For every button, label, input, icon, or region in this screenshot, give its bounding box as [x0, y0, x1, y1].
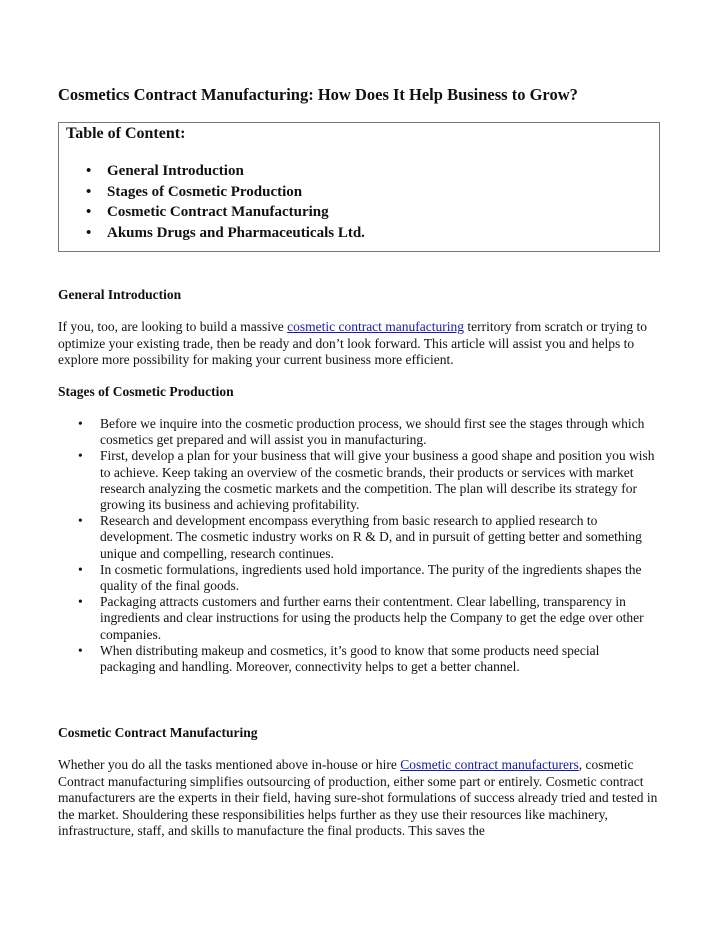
section-heading-contract-manufacturing: Cosmetic Contract Manufacturing [58, 725, 258, 740]
document-title: Cosmetics Contract Manufacturing: How Does It Help Business to Grow? [58, 85, 578, 104]
section-heading-general-introduction: General Introduction [58, 287, 182, 302]
stages-bullet: • Packaging attracts customers and further earns their contentment. Clear labelling, transparency in ingredients and clear instructions for using the products help the Company to get the edge over other companies. [58, 594, 658, 643]
toc-item: • Akums Drugs and Pharmaceuticals Ltd. [59, 223, 365, 244]
stages-bullet: • Before we inquire into the cosmetic production process, we should first see the stages through which cosmetics get prepared and will assist you in manufacturing. [58, 416, 658, 448]
cosmetic-contract-manufacturers-link[interactable]: Cosmetic contract manufacturers [400, 757, 579, 772]
toc-heading: Table of Content: [66, 125, 186, 142]
stages-bullet: • Research and development encompass everything from basic research to applied research to development. The cosmetic industry works on R & D, and in pursuit of getting better and something unique and compelling, research continues. [58, 513, 658, 562]
toc-list [59, 161, 365, 243]
table-of-content-box [58, 122, 660, 252]
stages-bullet: • In cosmetic formulations, ingredients used hold importance. The purity of the ingredients shapes the quality of the final goods. [58, 562, 658, 594]
toc-item: • Stages of Cosmetic Production [59, 182, 365, 203]
stages-bullet: • First, develop a plan for your business that will give your business a good shape and position you wish to achieve. Keep taking an overview of the cosmetic brands, their products or services with market research analyzing the cosmetic markets and the competition. The plan will describe its strategy for growing its business and achieving profitability. [58, 448, 658, 513]
cosmetic-contract-manufacturing-link[interactable]: cosmetic contract manufacturing [287, 319, 465, 334]
contract-paragraph [58, 757, 658, 840]
contract-text-after: , cosmetic Contract manufacturing simplifies outsourcing of production, either some part or entirely. Cosmetic contract manufacturers are the experts in their field, having sure-shot formulations of success already tried and tested in the market. Shouldering these responsibilities helps further as they use their resources like machinery, infrastructure, staff, and skills to manufacture the final products. This saves the [58, 757, 658, 838]
stages-bullet-list [58, 416, 658, 675]
contract-text-before: Whether you do all the tasks mentioned above in-house or hire [58, 757, 401, 772]
section-heading-stages: Stages of Cosmetic Production [58, 384, 234, 399]
toc-item: • General Introduction [59, 161, 365, 182]
toc-item: • Cosmetic Contract Manufacturing [59, 202, 365, 223]
intro-paragraph [58, 319, 658, 369]
intro-text-before: If you, too, are looking to build a massive [58, 319, 288, 334]
intro-text-after: territory from scratch or trying to optimize your existing trade, then be ready and don’t look forward. This article will assist you and helps to explore more possibility for making your current business more efficient. [58, 319, 647, 367]
stages-bullet: • When distributing makeup and cosmetics, it’s good to know that some products need special packaging and handling. Moreover, connectivity helps to get a better channel. [58, 643, 658, 675]
